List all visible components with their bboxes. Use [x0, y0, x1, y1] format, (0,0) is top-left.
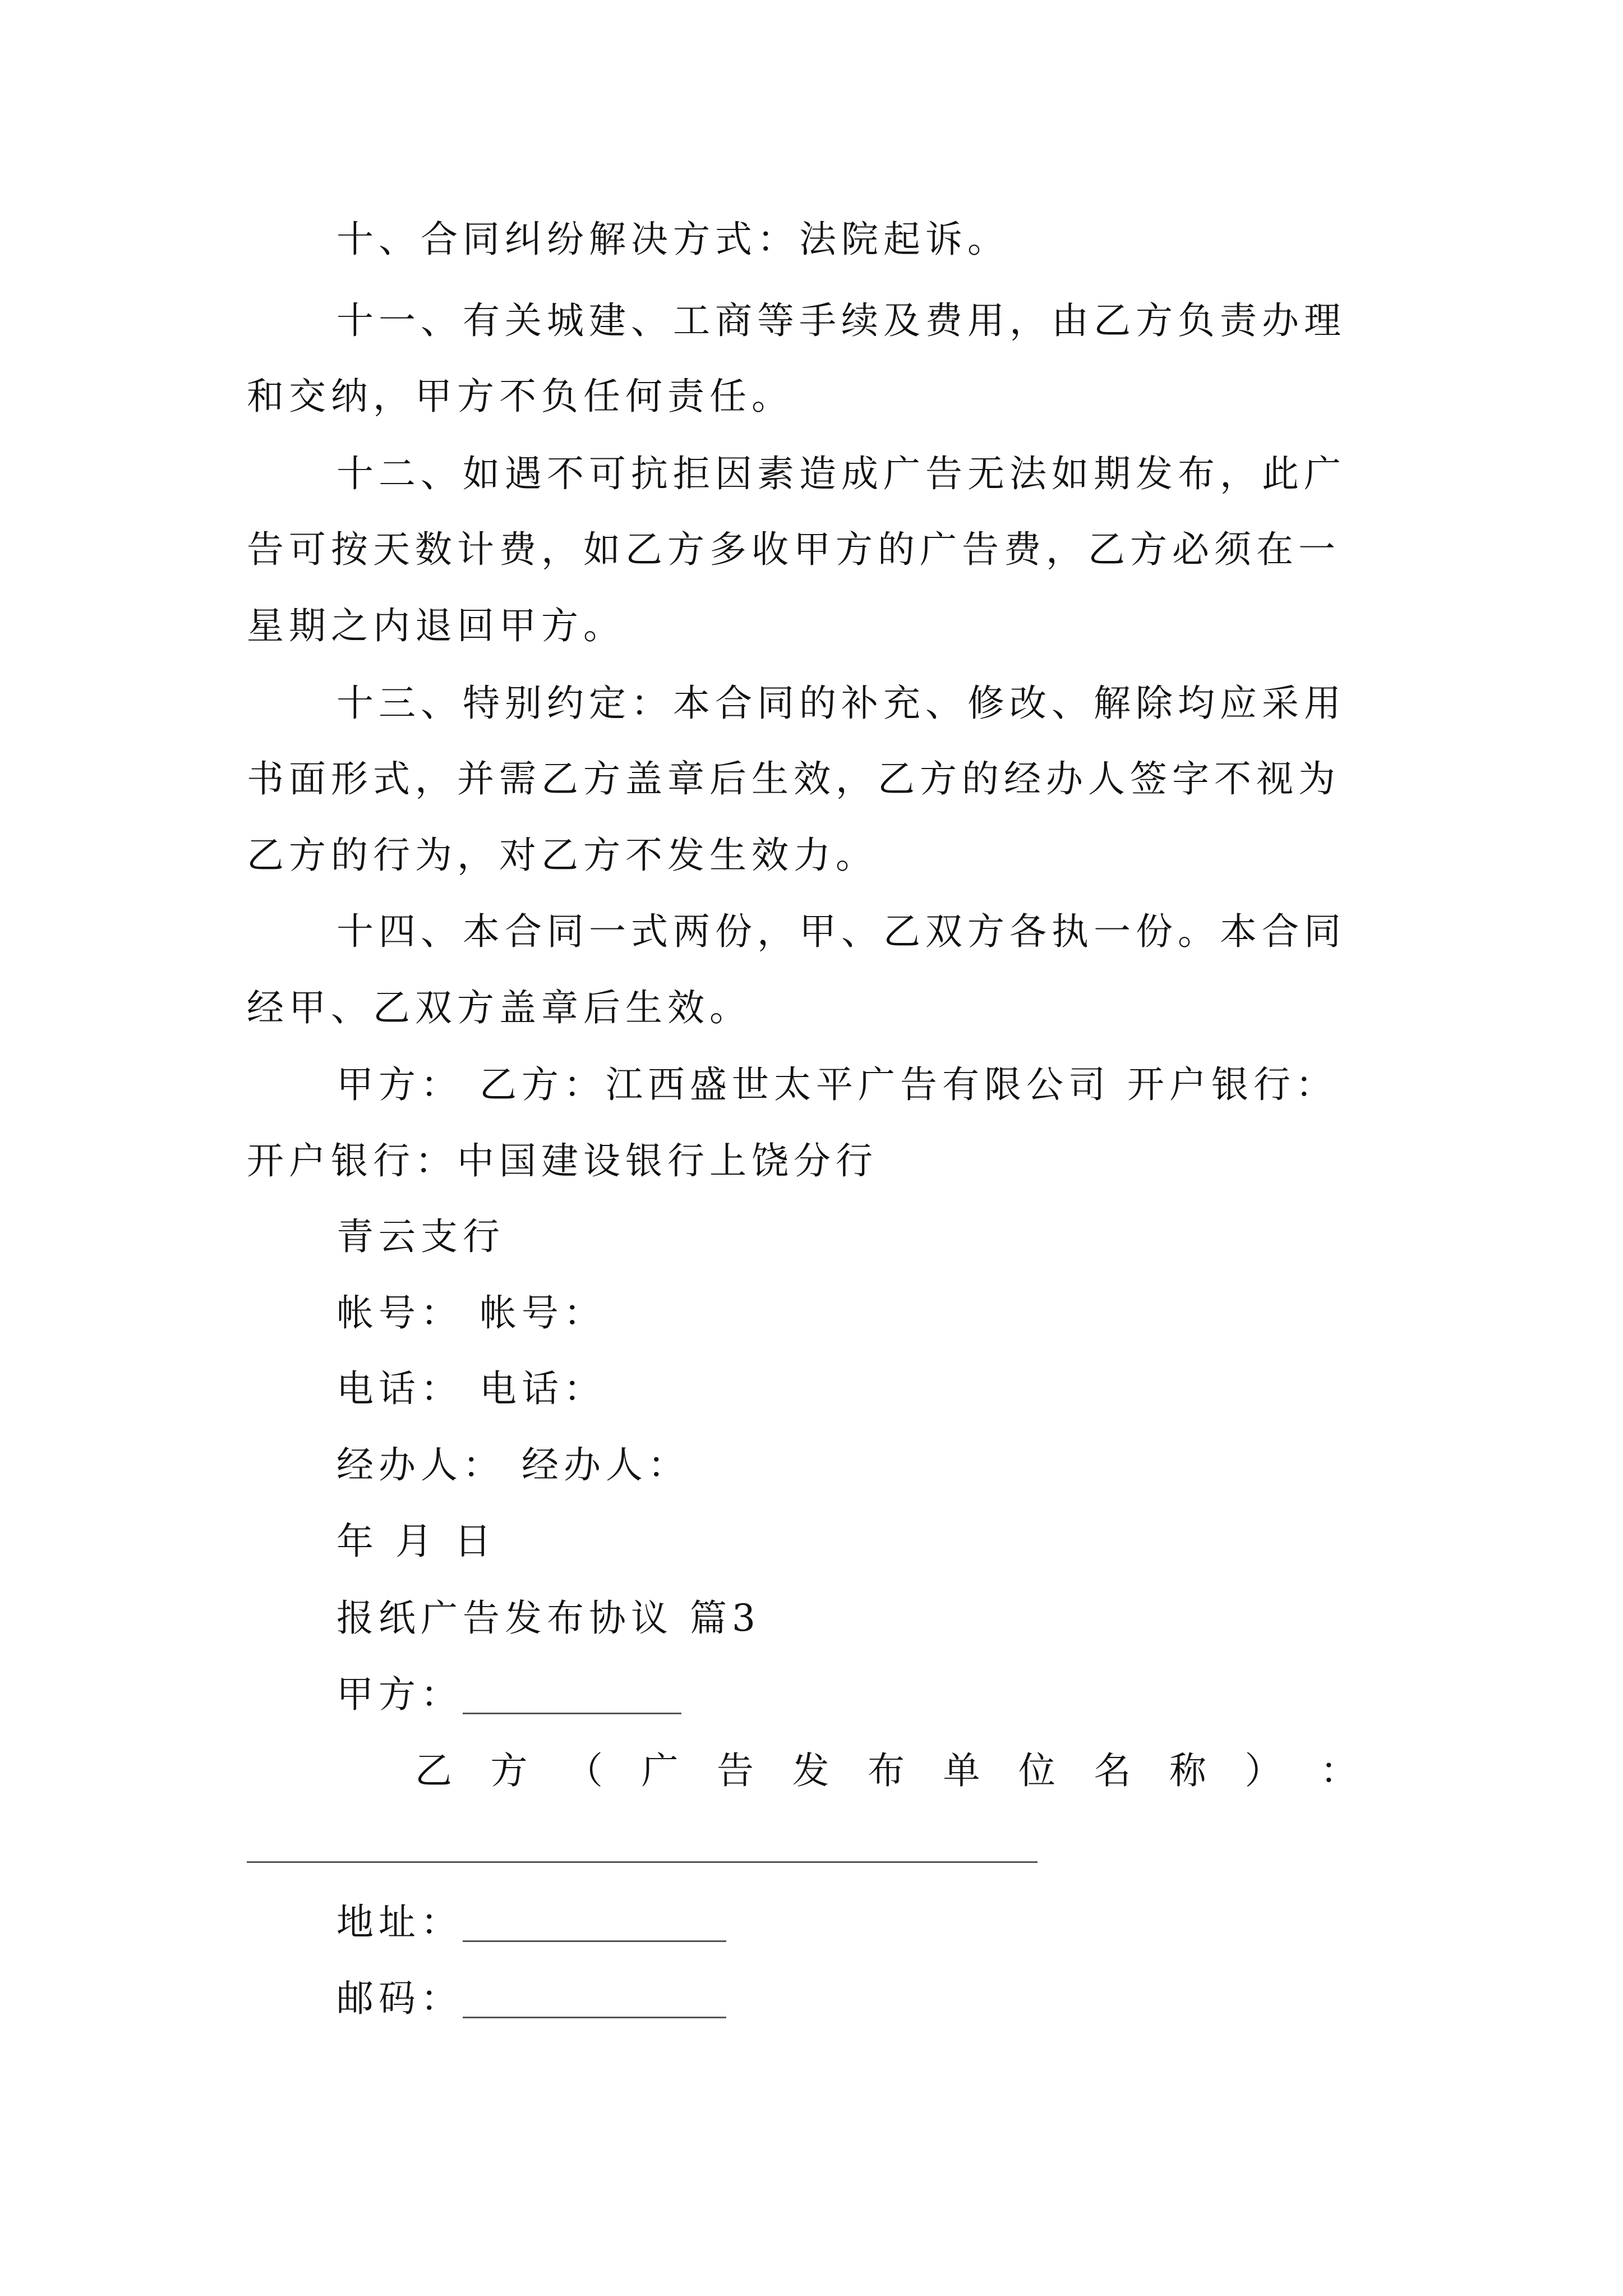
party-b-char: 单: [943, 1749, 980, 1792]
clause-13-line-1: 十三、特别约定：本合同的补充、修改、解除均应采用: [336, 682, 1346, 725]
signature-bank-line: 开户银行：中国建设银行上饶分行: [247, 1139, 878, 1182]
clause-14-line-2: 经甲、乙双方盖章后生效。: [247, 986, 751, 1029]
party-b-char: 称: [1169, 1749, 1206, 1792]
clause-11-line-2: 和交纳，甲方不负任何责任。: [247, 375, 794, 418]
clause-12-line-1: 十二、如遇不可抗拒因素造成广告无法如期发布，此广: [336, 452, 1346, 495]
signature-phone-line: 电话： 电话：: [336, 1367, 606, 1410]
party-b-char: 广: [641, 1749, 679, 1792]
signature-branch-line: 青云支行: [336, 1215, 505, 1258]
address-row: [336, 1897, 726, 1948]
postcode-label: 邮码：: [336, 1977, 463, 2020]
signature-date-line: 年 月 日: [336, 1520, 496, 1563]
party-b-label: [415, 1746, 1357, 1796]
clause-11-line-1: 十一、有关城建、工商等手续及费用，由乙方负责办理: [336, 299, 1346, 342]
party-a-label: 甲方：: [336, 1673, 463, 1716]
party-b-char: 告: [717, 1749, 754, 1792]
party-b-char: 布: [868, 1749, 905, 1792]
clause-12-line-2: 告可按天数计费，如乙方多收甲方的广告费，乙方必须在一: [247, 528, 1340, 571]
party-b-blank: [247, 1861, 1038, 1863]
party-b-char: 发: [792, 1749, 829, 1792]
party-b-char: 名: [1094, 1749, 1131, 1792]
address-blank: [463, 1940, 726, 1942]
section-3-title: 报纸广告发布协议 篇3: [336, 1596, 760, 1640]
party-a-blank: [463, 1713, 681, 1714]
party-b-char: ）: [1244, 1749, 1282, 1792]
clause-13-line-3: 乙方的行为，对乙方不发生效力。: [247, 834, 878, 877]
postcode-blank: [463, 2017, 726, 2018]
clause-10-line-1: 十、合同纠纷解决方式：法院起诉。: [336, 218, 1009, 261]
clause-12-line-3: 星期之内退回甲方。: [247, 604, 625, 647]
party-b-char: ：: [1320, 1749, 1357, 1792]
signature-parties-line: 甲方： 乙方：江西盛世太平广告有限公司 开户银行：: [336, 1063, 1338, 1106]
postcode-row: [336, 1973, 726, 2024]
signature-account-line: 帐号： 帐号：: [336, 1291, 606, 1335]
party-b-char: （: [566, 1749, 603, 1792]
party-b-char: 乙: [415, 1749, 452, 1792]
signature-agent-line: 经办人： 经办人：: [336, 1443, 690, 1487]
party-b-char: 方: [490, 1749, 528, 1792]
address-label: 地址：: [336, 1901, 463, 1944]
clause-13-line-2: 书面形式，并需乙方盖章后生效，乙方的经办人签字不视为: [247, 757, 1340, 800]
party-a-row: [336, 1669, 681, 1720]
clause-14-line-1: 十四、本合同一式两份，甲、乙双方各执一份。本合同: [336, 910, 1346, 953]
party-b-char: 位: [1018, 1749, 1055, 1792]
